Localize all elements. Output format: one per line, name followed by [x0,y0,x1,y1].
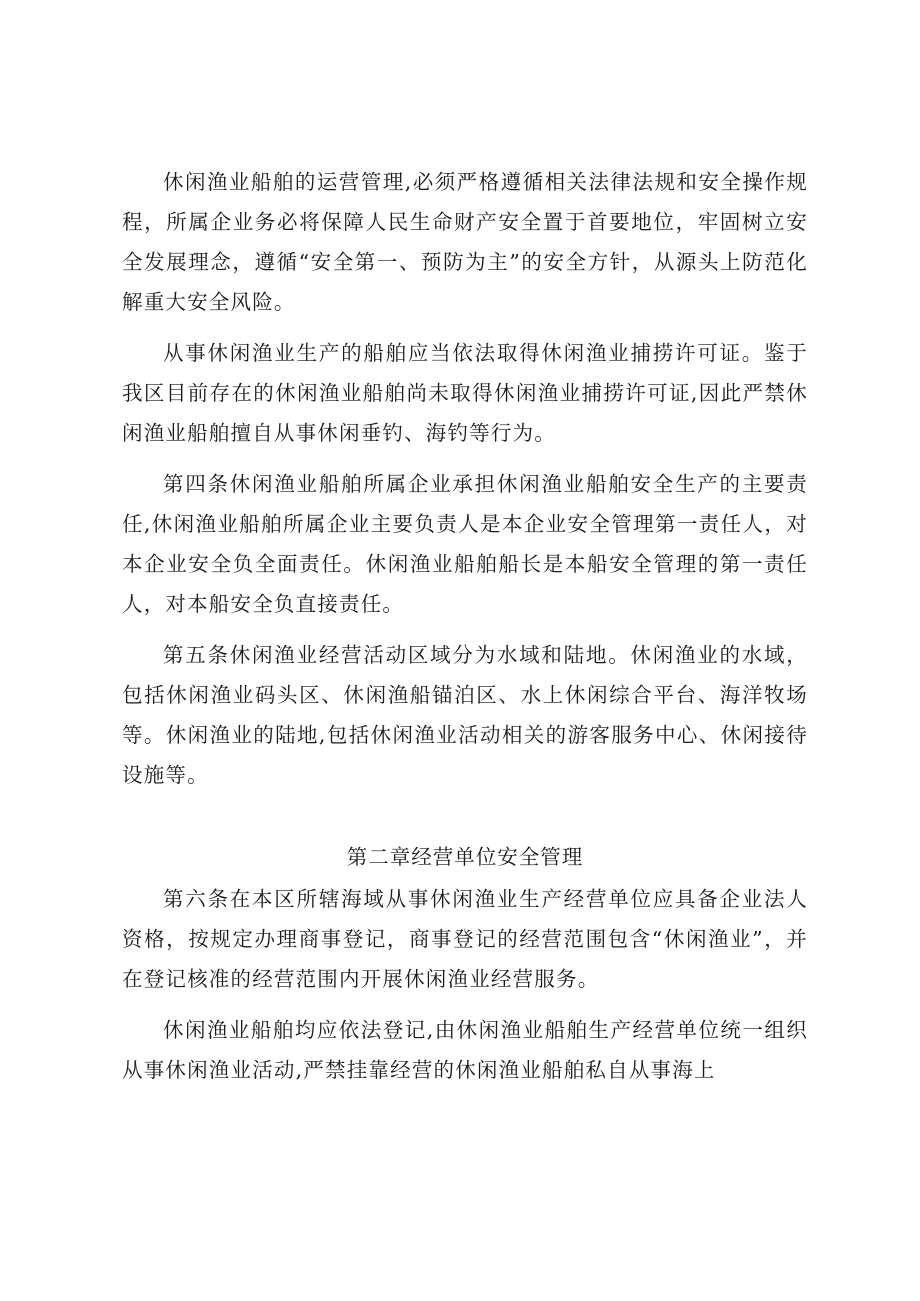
paragraph: 第五条休闲渔业经营活动区域分为水域和陆地。休闲渔业的水域，包括休闲渔业码头区、休闲渔船锚泊区、水上休闲综合平台、海洋牧场等。休闲渔业的陆地,包括休闲渔业活动相关的游客服务中心、休闲接待设施等。 [122,643,808,787]
paragraph: 休闲渔业船舶的运营管理,必须严格遵循相关法律法规和安全操作规程，所属企业务必将保障人民生命财产安全置于首要地位，牢固树立安全发展理念，遵循“安全第一、预防为主”的安全方针，从源头上防范化解重大安全风险。 [122,170,808,314]
document-body [122,162,808,1101]
paragraph: 第四条休闲渔业船舶所属企业承担休闲渔业船舶安全生产的主要责任,休闲渔业船舶所属企业主要负责人是本企业安全管理第一责任人，对本企业安全负全面责任。休闲渔业船舶船长是本船安全管理的第一责任人，对本船安全负直接责任。 [122,472,808,616]
chapter-heading: 第二章经营单位安全管理 [346,845,584,869]
paragraph: 休闲渔业船舶均应依法登记,由休闲渔业船舶生产经营单位统一组织从事休闲渔业活动,严禁挂靠经营的休闲渔业船舶私自从事海上 [122,1018,808,1082]
paragraph: 第六条在本区所辖海域从事休闲渔业生产经营单位应具备企业法人资格，按规定办理商事登记，商事登记的经营范围包含“休闲渔业”，并在登记核准的经营范围内开展休闲渔业经营服务。 [122,887,808,991]
paragraph: 从事休闲渔业生产的船舶应当依法取得休闲渔业捕捞许可证。鉴于我区目前存在的休闲渔业船舶尚未取得休闲渔业捕捞许可证,因此严禁休闲渔业船舶擅自从事休闲垂钓、海钓等行为。 [122,341,808,445]
